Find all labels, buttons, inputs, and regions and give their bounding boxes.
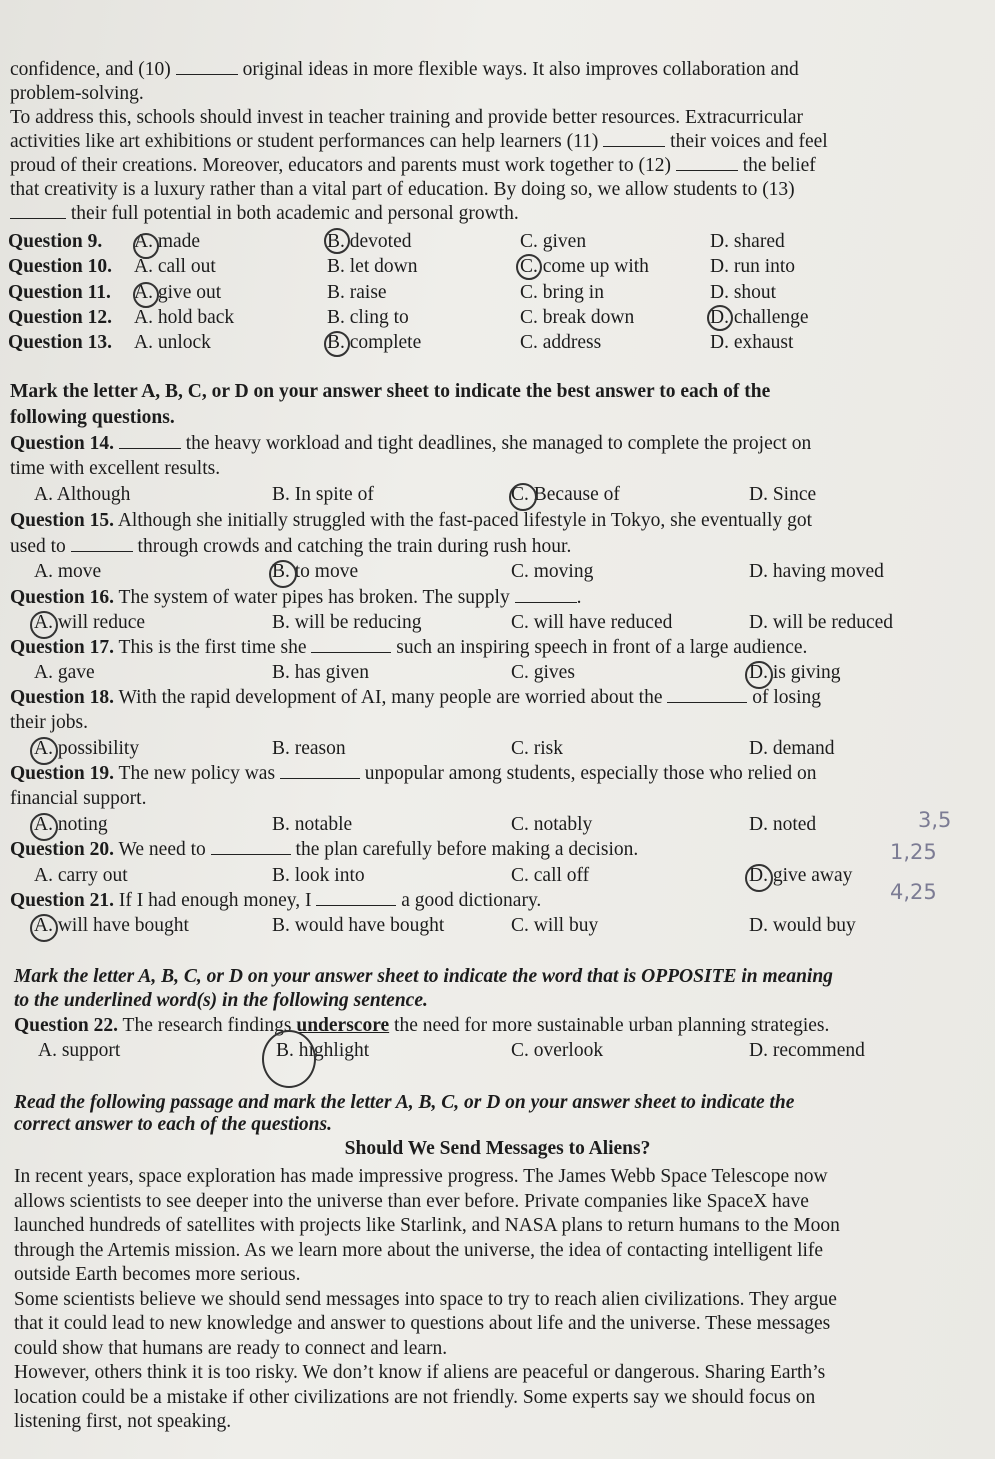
section-instruction: Mark the letter A, B, C, or D on your answer sheet to indicate the best answer to each of the bbox=[10, 381, 771, 402]
cloze-option-d[interactable]: D. shared bbox=[710, 231, 785, 252]
q17-option-b[interactable]: B. has given bbox=[272, 662, 369, 683]
q14-option-b[interactable]: B. In spite of bbox=[272, 484, 374, 505]
question-22: Question 22. The research findings underscore the need for more sustainable urban planning strategies. bbox=[14, 1015, 830, 1036]
answer-blank bbox=[603, 130, 665, 147]
cloze-option-b[interactable]: B. raise bbox=[327, 282, 387, 303]
question-15-cont: used to through crowds and catching the train during rush hour. bbox=[10, 536, 572, 557]
q17-option-d[interactable]: D. is giving bbox=[749, 662, 841, 683]
cloze-option-b[interactable]: B. let down bbox=[327, 256, 418, 277]
q15-option-d[interactable]: D. having moved bbox=[749, 561, 884, 582]
cloze-question-label: Question 9. bbox=[8, 231, 103, 252]
section-instruction: Read the following passage and mark the letter A, B, C, or D on your answer sheet to indicate the bbox=[14, 1092, 795, 1113]
passage-line: To address this, schools should invest in teacher training and provide better resources. Extracurricular bbox=[10, 107, 804, 128]
passage-title: Should We Send Messages to Aliens? bbox=[344, 1138, 651, 1159]
passage-line: proud of their creations. Moreover, educators and parents must work together to (12) the belief bbox=[10, 155, 816, 176]
q16-option-d[interactable]: D. will be reduced bbox=[749, 612, 894, 633]
answer-blank bbox=[211, 838, 291, 855]
cloze-option-d[interactable]: D. exhaust bbox=[710, 332, 794, 353]
reading-passage-line: outside Earth becomes more serious. bbox=[14, 1264, 301, 1285]
cloze-option-c[interactable]: C. address bbox=[520, 332, 602, 353]
q22-option-b[interactable]: B. highlight bbox=[276, 1040, 370, 1061]
q16-option-a[interactable]: A. will reduce bbox=[34, 612, 146, 633]
underlined-word: underscore bbox=[296, 1015, 390, 1036]
reading-passage-line: through the Artemis mission. As we learn more about the universe, the idea of contacting intelligent life bbox=[14, 1240, 824, 1261]
q14-option-d[interactable]: D. Since bbox=[749, 484, 817, 505]
question-18: Question 18. With the rapid development of AI, many people are worried about the of losing bbox=[10, 687, 822, 708]
handwritten-note: 4,25 bbox=[890, 880, 937, 904]
answer-circle-mark bbox=[324, 228, 350, 254]
cloze-option-d[interactable]: D. run into bbox=[710, 256, 796, 277]
cloze-option-a[interactable]: A. call out bbox=[134, 256, 216, 277]
section-instruction: to the underlined word(s) in the following sentence. bbox=[14, 990, 428, 1011]
passage-line: confidence, and (10) original ideas in more flexible ways. It also improves collaboration and bbox=[10, 59, 799, 80]
cloze-option-c[interactable]: C. bring in bbox=[520, 282, 604, 303]
question-16: Question 16. The system of water pipes has broken. The supply . bbox=[10, 587, 582, 608]
cloze-option-c[interactable]: C. given bbox=[520, 231, 587, 252]
reading-passage-line: listening first, not speaking. bbox=[14, 1411, 232, 1432]
q22-option-d[interactable]: D. recommend bbox=[749, 1040, 865, 1061]
cloze-option-b[interactable]: B. complete bbox=[327, 332, 422, 353]
section-instruction: correct answer to each of the questions. bbox=[14, 1114, 332, 1135]
q21-option-d[interactable]: D. would buy bbox=[749, 915, 856, 936]
answer-circle-mark bbox=[30, 813, 58, 841]
q19-option-d[interactable]: D. noted bbox=[749, 814, 817, 835]
section-instruction: Mark the letter A, B, C, or D on your answer sheet to indicate the word that is OPPOSITE in meaning bbox=[14, 966, 833, 987]
answer-circle-mark bbox=[133, 233, 159, 259]
answer-blank bbox=[316, 889, 396, 906]
q19-option-b[interactable]: B. notable bbox=[272, 814, 353, 835]
answer-circle-mark bbox=[30, 737, 58, 765]
answer-circle-mark bbox=[269, 560, 297, 588]
question-19-cont: financial support. bbox=[10, 788, 147, 809]
cloze-option-a[interactable]: A. unlock bbox=[134, 332, 211, 353]
q21-option-b[interactable]: B. would have bought bbox=[272, 915, 445, 936]
answer-circle-mark bbox=[707, 305, 733, 331]
handwritten-note: 1,25 bbox=[890, 840, 937, 864]
answer-circle-mark bbox=[133, 282, 159, 308]
reading-passage-line: could show that humans are ready to connect and learn. bbox=[14, 1338, 448, 1359]
question-20: Question 20. We need to the plan carefully before making a decision. bbox=[10, 839, 639, 860]
question-17: Question 17. This is the first time she such an inspiring speech in front of a large audience. bbox=[10, 637, 808, 658]
answer-circle-mark bbox=[30, 914, 58, 942]
cloze-option-a[interactable]: A. hold back bbox=[134, 307, 235, 328]
section-instruction: following questions. bbox=[10, 407, 175, 428]
reading-passage-line: allows scientists to see deeper into the universe than ever before. Private companies like SpaceX have bbox=[14, 1191, 809, 1212]
reading-passage-line: location could be a mistake if other civilizations are not friendly. Some experts say we should focus on bbox=[14, 1387, 816, 1408]
answer-blank bbox=[311, 636, 391, 653]
passage-line: activities like art exhibitions or student performances can help learners (11) their voices and feel bbox=[10, 131, 828, 152]
q20-option-d[interactable]: D. give away bbox=[749, 865, 853, 886]
q22-option-c[interactable]: C. overlook bbox=[511, 1040, 604, 1061]
question-19: Question 19. The new policy was unpopular among students, especially those who relied on bbox=[10, 763, 817, 784]
question-21: Question 21. If I had enough money, I a good dictionary. bbox=[10, 890, 542, 911]
passage-line: their full potential in both academic and personal growth. bbox=[10, 202, 519, 226]
cloze-option-a[interactable]: A. give out bbox=[134, 282, 222, 303]
cloze-option-d[interactable]: D. challenge bbox=[710, 307, 809, 328]
answer-circle-mark bbox=[516, 254, 542, 280]
cloze-option-a[interactable]: A. made bbox=[134, 231, 201, 252]
cloze-option-c[interactable]: C. come up with bbox=[520, 256, 649, 277]
answer-circle-mark bbox=[262, 1030, 316, 1088]
passage-line: problem-solving. bbox=[10, 83, 144, 104]
answer-blank bbox=[280, 762, 360, 779]
cloze-option-b[interactable]: B. devoted bbox=[327, 231, 412, 252]
q17-option-c[interactable]: C. gives bbox=[511, 662, 575, 683]
reading-passage-line: Some scientists believe we should send messages into space to try to reach alien civilizations. They argue bbox=[14, 1289, 837, 1310]
passage-line: that creativity is a luxury rather than a vital part of education. By doing so, we allow students to (13) bbox=[10, 179, 795, 200]
q15-option-c[interactable]: C. moving bbox=[511, 561, 594, 582]
q20-option-b[interactable]: B. look into bbox=[272, 865, 365, 886]
cloze-question-label: Question 13. bbox=[8, 332, 113, 353]
q16-option-b[interactable]: B. will be reducing bbox=[272, 612, 422, 633]
reading-passage-line: In recent years, space exploration has made impressive progress. The James Webb Space Telescope now bbox=[14, 1166, 828, 1187]
answer-blank bbox=[119, 432, 181, 449]
answer-circle-mark bbox=[30, 611, 58, 639]
handwritten-note: 3,5 bbox=[918, 808, 952, 832]
q19-option-c[interactable]: C. notably bbox=[511, 814, 593, 835]
answer-circle-mark bbox=[745, 661, 773, 689]
q21-option-a[interactable]: A. will have bought bbox=[34, 915, 189, 936]
question-14-cont: time with excellent results. bbox=[10, 458, 221, 479]
cloze-question-label: Question 10. bbox=[8, 256, 113, 277]
q18-option-d[interactable]: D. demand bbox=[749, 738, 835, 759]
q20-option-c[interactable]: C. call off bbox=[511, 865, 590, 886]
answer-circle-mark bbox=[509, 483, 537, 511]
q21-option-c[interactable]: C. will buy bbox=[511, 915, 599, 936]
answer-blank bbox=[676, 154, 738, 171]
answer-circle-mark bbox=[324, 331, 350, 357]
q20-option-a[interactable]: A. carry out bbox=[34, 865, 128, 886]
q17-option-a[interactable]: A. gave bbox=[34, 662, 95, 683]
cloze-question-label: Question 11. bbox=[8, 282, 111, 303]
cloze-option-d[interactable]: D. shout bbox=[710, 282, 777, 303]
q14-option-a[interactable]: A. Although bbox=[34, 484, 131, 505]
q14-option-c[interactable]: C. Because of bbox=[511, 484, 620, 505]
reading-passage-line: launched hundreds of satellites with projects like Starlink, and NASA plans to return humans to the Moon bbox=[14, 1215, 840, 1236]
q18-option-c[interactable]: C. risk bbox=[511, 738, 564, 759]
cloze-option-c[interactable]: C. break down bbox=[520, 307, 635, 328]
q22-option-a[interactable]: A. support bbox=[38, 1040, 121, 1061]
answer-blank bbox=[176, 58, 238, 75]
answer-blank bbox=[10, 202, 66, 219]
q18-option-b[interactable]: B. reason bbox=[272, 738, 346, 759]
answer-blank bbox=[515, 586, 577, 603]
reading-passage-line: that it could lead to new knowledge and answer to questions about life and the universe. These messages bbox=[14, 1313, 831, 1334]
cloze-option-b[interactable]: B. cling to bbox=[327, 307, 409, 328]
answer-blank bbox=[667, 686, 747, 703]
q18-option-a[interactable]: A. possibility bbox=[34, 738, 140, 759]
q19-option-a[interactable]: A. noting bbox=[34, 814, 108, 835]
question-14: Question 14. the heavy workload and tight deadlines, she managed to complete the project on bbox=[10, 433, 812, 454]
q15-option-b[interactable]: B. to move bbox=[272, 561, 359, 582]
q15-option-a[interactable]: A. move bbox=[34, 561, 102, 582]
reading-passage-line: However, others think it is too risky. We don’t know if aliens are peaceful or dangerous. Sharing Earth’s bbox=[14, 1362, 826, 1383]
answer-circle-mark bbox=[745, 864, 773, 892]
answer-blank bbox=[71, 535, 133, 552]
question-18-cont: their jobs. bbox=[10, 712, 88, 733]
question-15: Question 15. Although she initially struggled with the fast-paced lifestyle in Tokyo, she eventually got bbox=[10, 510, 813, 531]
cloze-question-label: Question 12. bbox=[8, 307, 113, 328]
q16-option-c[interactable]: C. will have reduced bbox=[511, 612, 673, 633]
